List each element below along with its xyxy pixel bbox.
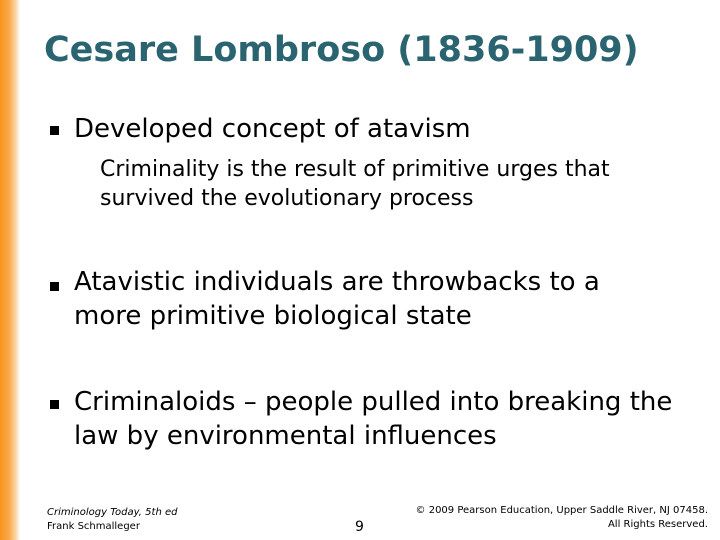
bullet-marker-icon [50,282,59,291]
copyright-line-1: © 2009 Pearson Education, Upper Saddle River, NJ 07458. [415,505,708,516]
copyright-line-2: All Rights Reserved. [607,519,708,530]
page-number: 9 [355,519,364,535]
footer-author: Frank Schmalleger [47,521,140,532]
footer-copyright [416,504,708,532]
bullet-2-text: Atavistic individuals are throwbacks to a more primitive biological state [74,267,600,331]
bullet-1-text: Developed concept of atavism [74,114,471,144]
bullet-marker-icon [50,400,59,409]
footer-book-title: Criminology Today, 5th ed [47,507,178,518]
bullet-3-text: Criminaloids – people pulled into breaking the law by environmental influences [74,387,673,451]
bullet-1-subtext: Criminality is the result of primitive urges that survived the evolutionary process [100,157,610,211]
bullet-marker-icon [50,126,59,135]
slide-title: Cesare Lombroso (1836-1909) [44,30,639,70]
accent-side-bar [0,0,20,540]
footer-citation [47,506,177,534]
